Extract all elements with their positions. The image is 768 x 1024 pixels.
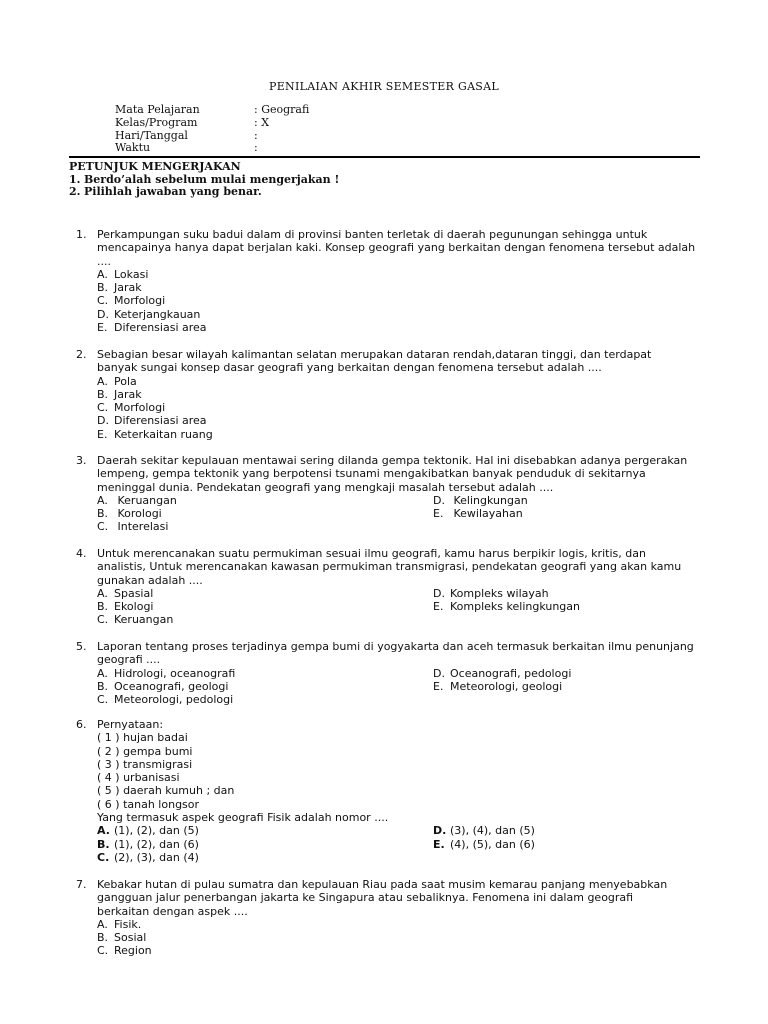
question-number: 5. [76, 640, 87, 653]
instruction-item: 2. Pilihlah jawaban yang benar. [69, 185, 262, 198]
question-stem: Kebakar hutan di pulau sumatra dan kepulauan Riau pada saat musim kemarau panjang menyebabkan gangguan jalur penerbangan jakarta ke Singapura atau sebaliknya. Fenomena ini dalam geografi berkaitan dengan aspek .... [97, 878, 668, 918]
option-b[interactable]: B. (1), (2), dan (6) [97, 837, 199, 851]
meta-value: : [254, 129, 258, 142]
meta-row-subject [115, 104, 309, 116]
option-c[interactable]: C. Morfologi [97, 401, 166, 415]
option-c[interactable]: C. Meteorologi, pedologi [97, 693, 234, 707]
option-b[interactable]: B. Jarak [97, 387, 142, 401]
option-b[interactable]: B. Korologi [97, 507, 162, 521]
question-stem: Perkampungan suku badui dalam di provinsi banten terletak di daerah pegunungan sehingga untuk mencapainya hanya dapat berjalan kaki. Konsep geografi yang berkaitan dengan fenomena tersebut adalah .... [97, 228, 696, 268]
option-c[interactable]: C. Morfologi [97, 294, 166, 308]
question-5 [76, 640, 716, 706]
question-number: 6. [76, 718, 87, 731]
meta-key: Hari/Tanggal [115, 129, 188, 142]
option-a[interactable]: A. Hidrologi, oceanografi [97, 666, 236, 680]
question-number: 3. [76, 454, 87, 467]
meta-key: Kelas/Program [115, 116, 198, 129]
option-a[interactable]: A. Fisik. [97, 917, 142, 931]
page-title: PENILAIAN AKHIR SEMESTER GASAL [269, 80, 499, 93]
option-d[interactable]: D. Keterjangkauan [97, 307, 201, 321]
question-stem: Untuk merencanakan suatu permukiman sesuai ilmu geografi, kamu harus berpikir logis, kritis, dan analistis, Untuk merencanakan kawasan permukiman transmigrasi, pendekatan geografi yang akan kamu gunakan adalah .... [97, 547, 682, 587]
option-c[interactable]: C. Keruangan [97, 613, 174, 627]
question-7 [76, 878, 716, 958]
meta-value: : X [254, 116, 270, 129]
option-a[interactable]: A. Keruangan [97, 493, 177, 507]
option-c[interactable]: C. Interelasi [97, 520, 169, 534]
question-number: 7. [76, 878, 87, 891]
question-stem: Sebagian besar wilayah kalimantan selatan merupakan dataran rendah,dataran tinggi, dan terdapat banyak sungai konsep dasar geografi yang berkaitan dengan fenomena tersebut adalah .... [97, 348, 652, 375]
option-e[interactable]: E. Diferensiasi area [97, 321, 207, 335]
instruction-item: 1. Berdo’alah sebelum mulai mengerjakan ! [69, 172, 340, 186]
question-3 [76, 454, 716, 534]
question-1 [76, 228, 716, 334]
option-a[interactable]: A. Spasial [97, 586, 154, 600]
question-4 [76, 547, 716, 627]
instructions-heading: PETUNJUK MENGERJAKAN [69, 160, 241, 173]
option-b[interactable]: B. Jarak [97, 281, 142, 295]
option-e[interactable]: E. Kompleks kelingkungan [433, 600, 580, 614]
option-e[interactable]: E. Keterkaitan ruang [97, 427, 213, 441]
meta-value: : Geografi [254, 103, 310, 116]
option-d[interactable]: D. Oceanografi, pedologi [433, 666, 572, 680]
option-d[interactable]: D. Kelingkungan [433, 493, 528, 507]
option-b[interactable]: B. Sosial [97, 931, 147, 945]
option-e[interactable]: E. (4), (5), dan (6) [433, 837, 535, 851]
option-c[interactable]: C. Region [97, 944, 152, 958]
option-d[interactable]: D. Kompleks wilayah [433, 586, 549, 600]
meta-key: Waktu [115, 141, 151, 154]
option-e[interactable]: E. Kewilayahan [433, 507, 523, 521]
option-d[interactable]: D. (3), (4), dan (5) [433, 824, 535, 838]
instructions [69, 161, 339, 199]
option-a[interactable]: A. Lokasi [97, 267, 149, 281]
question-number: 1. [76, 228, 87, 241]
meta-row-time [115, 142, 258, 154]
header-divider [69, 156, 700, 158]
meta-row-class [115, 117, 269, 129]
meta-value: : [254, 141, 258, 154]
option-c[interactable]: C. (2), (3), dan (4) [97, 850, 199, 864]
meta-key: Mata Pelajaran [115, 103, 200, 116]
question-stem: Pernyataan: ( 1 ) hujan badai ( 2 ) gempa bumi ( 3 ) transmigrasi ( 4 ) urbanisasi ( 5 ) daerah kumuh ; dan ( 6 ) tanah longsor Yang termasuk aspek geografi Fisik adalah nomor .... [97, 718, 389, 825]
question-number: 2. [76, 348, 87, 361]
option-a[interactable]: A. (1), (2), dan (5) [97, 824, 199, 838]
option-b[interactable]: B. Oceanografi, geologi [97, 679, 229, 693]
option-e[interactable]: E. Meteorologi, geologi [433, 679, 563, 693]
question-stem: Daerah sekitar kepulauan mentawai sering dilanda gempa tektonik. Hal ini disebabkan adanya pergerakan lempeng, gempa tektonik yang berpotensi tsunami mengakibatkan banyak penduduk di sekitarnya meninggal dunia. Pendekatan geografi yang mengkaji masalah tersebut adalah .... [97, 454, 688, 494]
question-6 [76, 718, 716, 864]
option-b[interactable]: B. Ekologi [97, 600, 154, 614]
option-a[interactable]: A. Pola [97, 374, 137, 388]
option-d[interactable]: D. Diferensiasi area [97, 414, 207, 428]
question-2 [76, 348, 716, 441]
question-stem: Laporan tentang proses terjadinya gempa bumi di yogyakarta dan aceh termasuk berkaitan ilmu penunjang geografi .... [97, 640, 694, 667]
question-number: 4. [76, 547, 87, 560]
